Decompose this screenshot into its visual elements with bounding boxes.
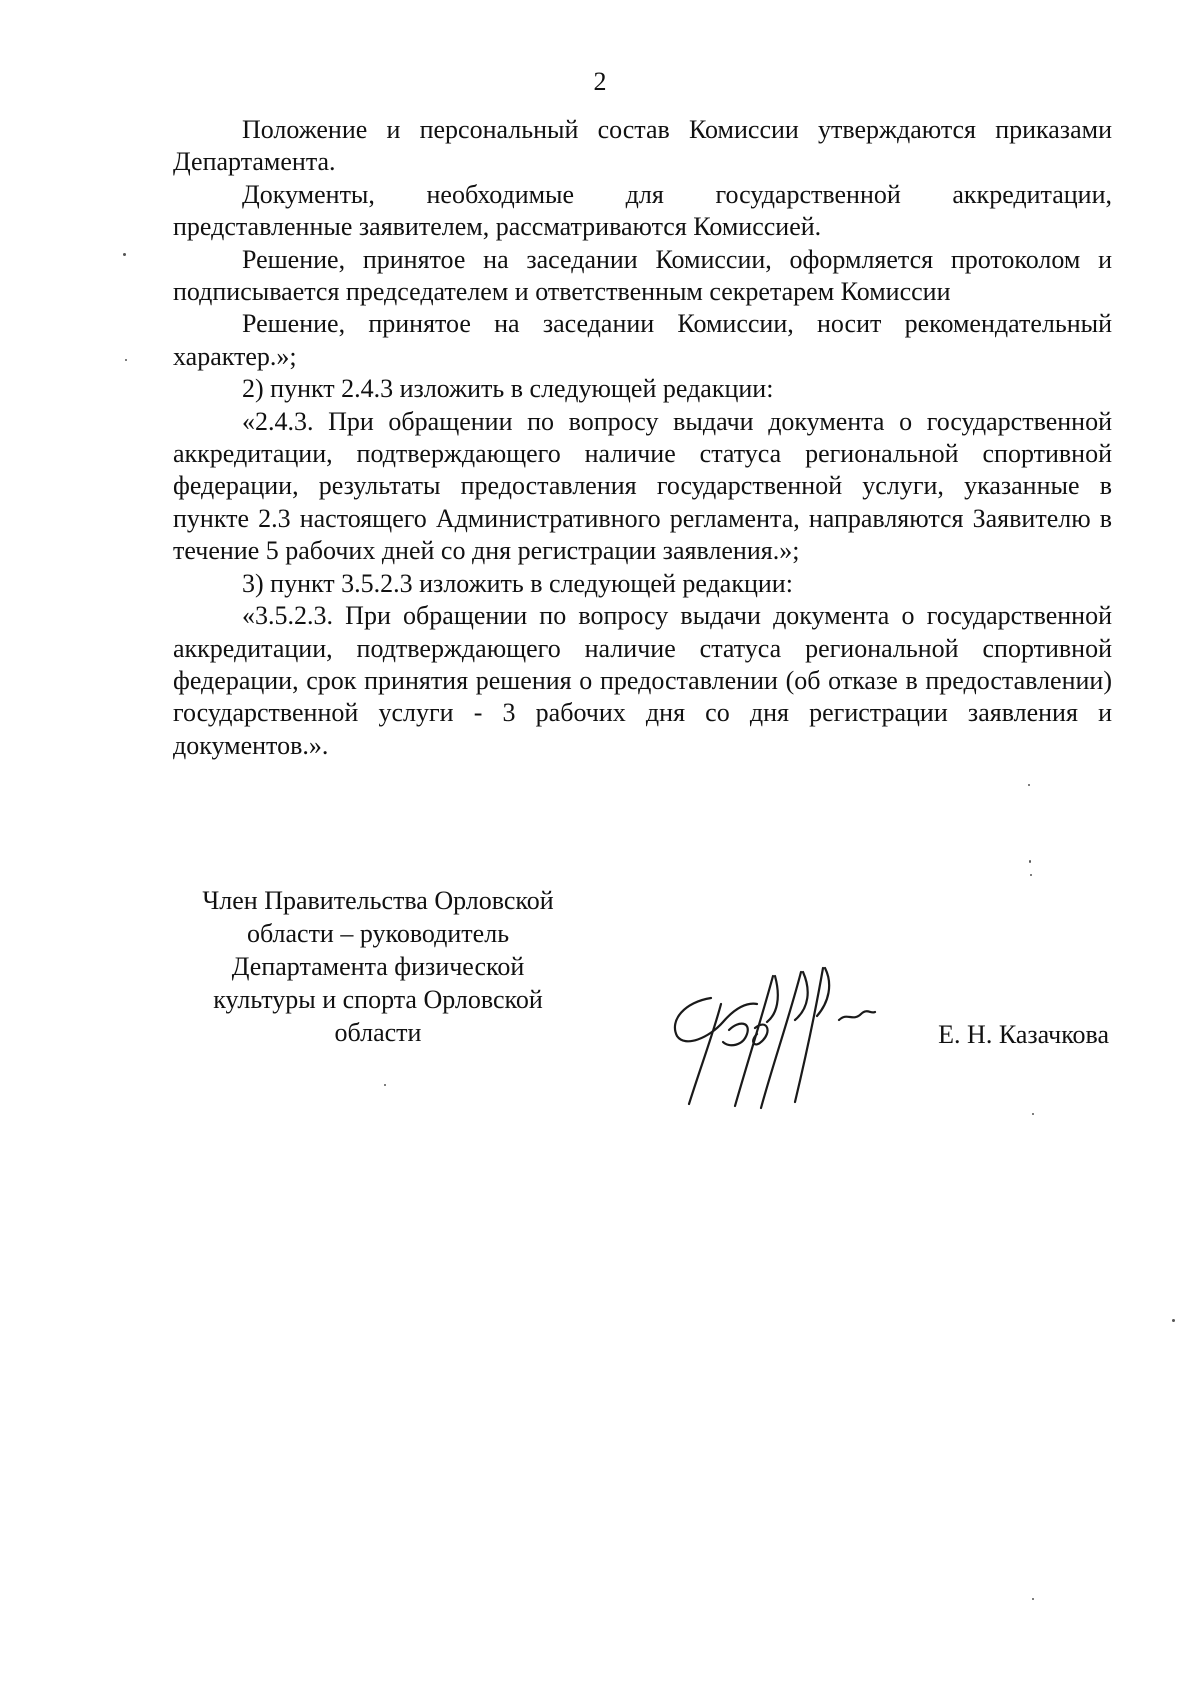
signatory-position-line: области – руководитель xyxy=(246,919,510,948)
scan-speck xyxy=(1029,860,1031,863)
paragraph-amendment-2-4-3-intro: 2) пункт 2.4.3 изложить в следующей редакции: xyxy=(242,374,774,404)
signatory-position-line: Департамента физической xyxy=(231,952,525,981)
paragraph-decision-advisory: Решение, принятое на заседании Комиссии, носит рекомендательный характер.»; xyxy=(173,309,1112,371)
paragraph-amendment-2-4-3-text: «2.4.3. При обращении по вопросу выдачи документа о государственной аккредитации, подтверждающего наличие статуса региональной спортивной федерации, результаты предоставления государственной услуги, указанные в пункте 2.3 настоящего Административного регламента, направляются Заявителю в течение 5 рабочих дней со дня регистрации заявления.»; xyxy=(173,406,1112,566)
scan-speck xyxy=(1172,1319,1175,1322)
scan-speck xyxy=(1030,874,1032,876)
page-number: 2 xyxy=(593,67,607,96)
scan-speck xyxy=(1032,1113,1034,1115)
signature-block xyxy=(173,884,1193,1114)
handwritten-signature xyxy=(663,962,893,1112)
paragraph-amendment-3-5-2-3-intro: 3) пункт 3.5.2.3 изложить в следующей редакции: xyxy=(242,568,793,598)
signatory-position-line: области xyxy=(334,1018,422,1047)
signatory-name: Е. Н. Казачкова xyxy=(938,1020,1109,1049)
paragraph-commission-composition: Положение и персональный состав Комиссии утверждаются приказами Департамента. xyxy=(173,115,1112,177)
signatory-position-line: Член Правительства Орловской xyxy=(202,886,554,915)
scan-speck xyxy=(1032,1598,1034,1600)
scan-speck xyxy=(123,253,126,256)
paragraph-decision-protocol: Решение, принятое на заседании Комиссии, оформляется протоколом и подписывается председателем и ответственным секретарем Комиссии xyxy=(173,244,1112,307)
scan-speck xyxy=(384,1084,386,1086)
scan-speck xyxy=(125,359,127,361)
signatory-position xyxy=(173,884,583,1049)
paragraph-documents-review: Документы, необходимые для государственной аккредитации, представленные заявителем, рассматриваются Комиссией. xyxy=(173,179,1112,242)
paragraph-amendment-3-5-2-3-text: «3.5.2.3. При обращении по вопросу выдачи документа о государственной аккредитации, подтверждающего наличие статуса региональной спортивной федерации, срок принятия решения о предоставлении (об отказе в предоставлении) государственной услуги - 3 рабочих дня со дня регистрации заявления и документов.». xyxy=(173,601,1112,760)
scan-speck xyxy=(1028,784,1030,786)
document-body xyxy=(173,114,1112,762)
signatory-position-line: культуры и спорта Орловской xyxy=(213,985,543,1014)
